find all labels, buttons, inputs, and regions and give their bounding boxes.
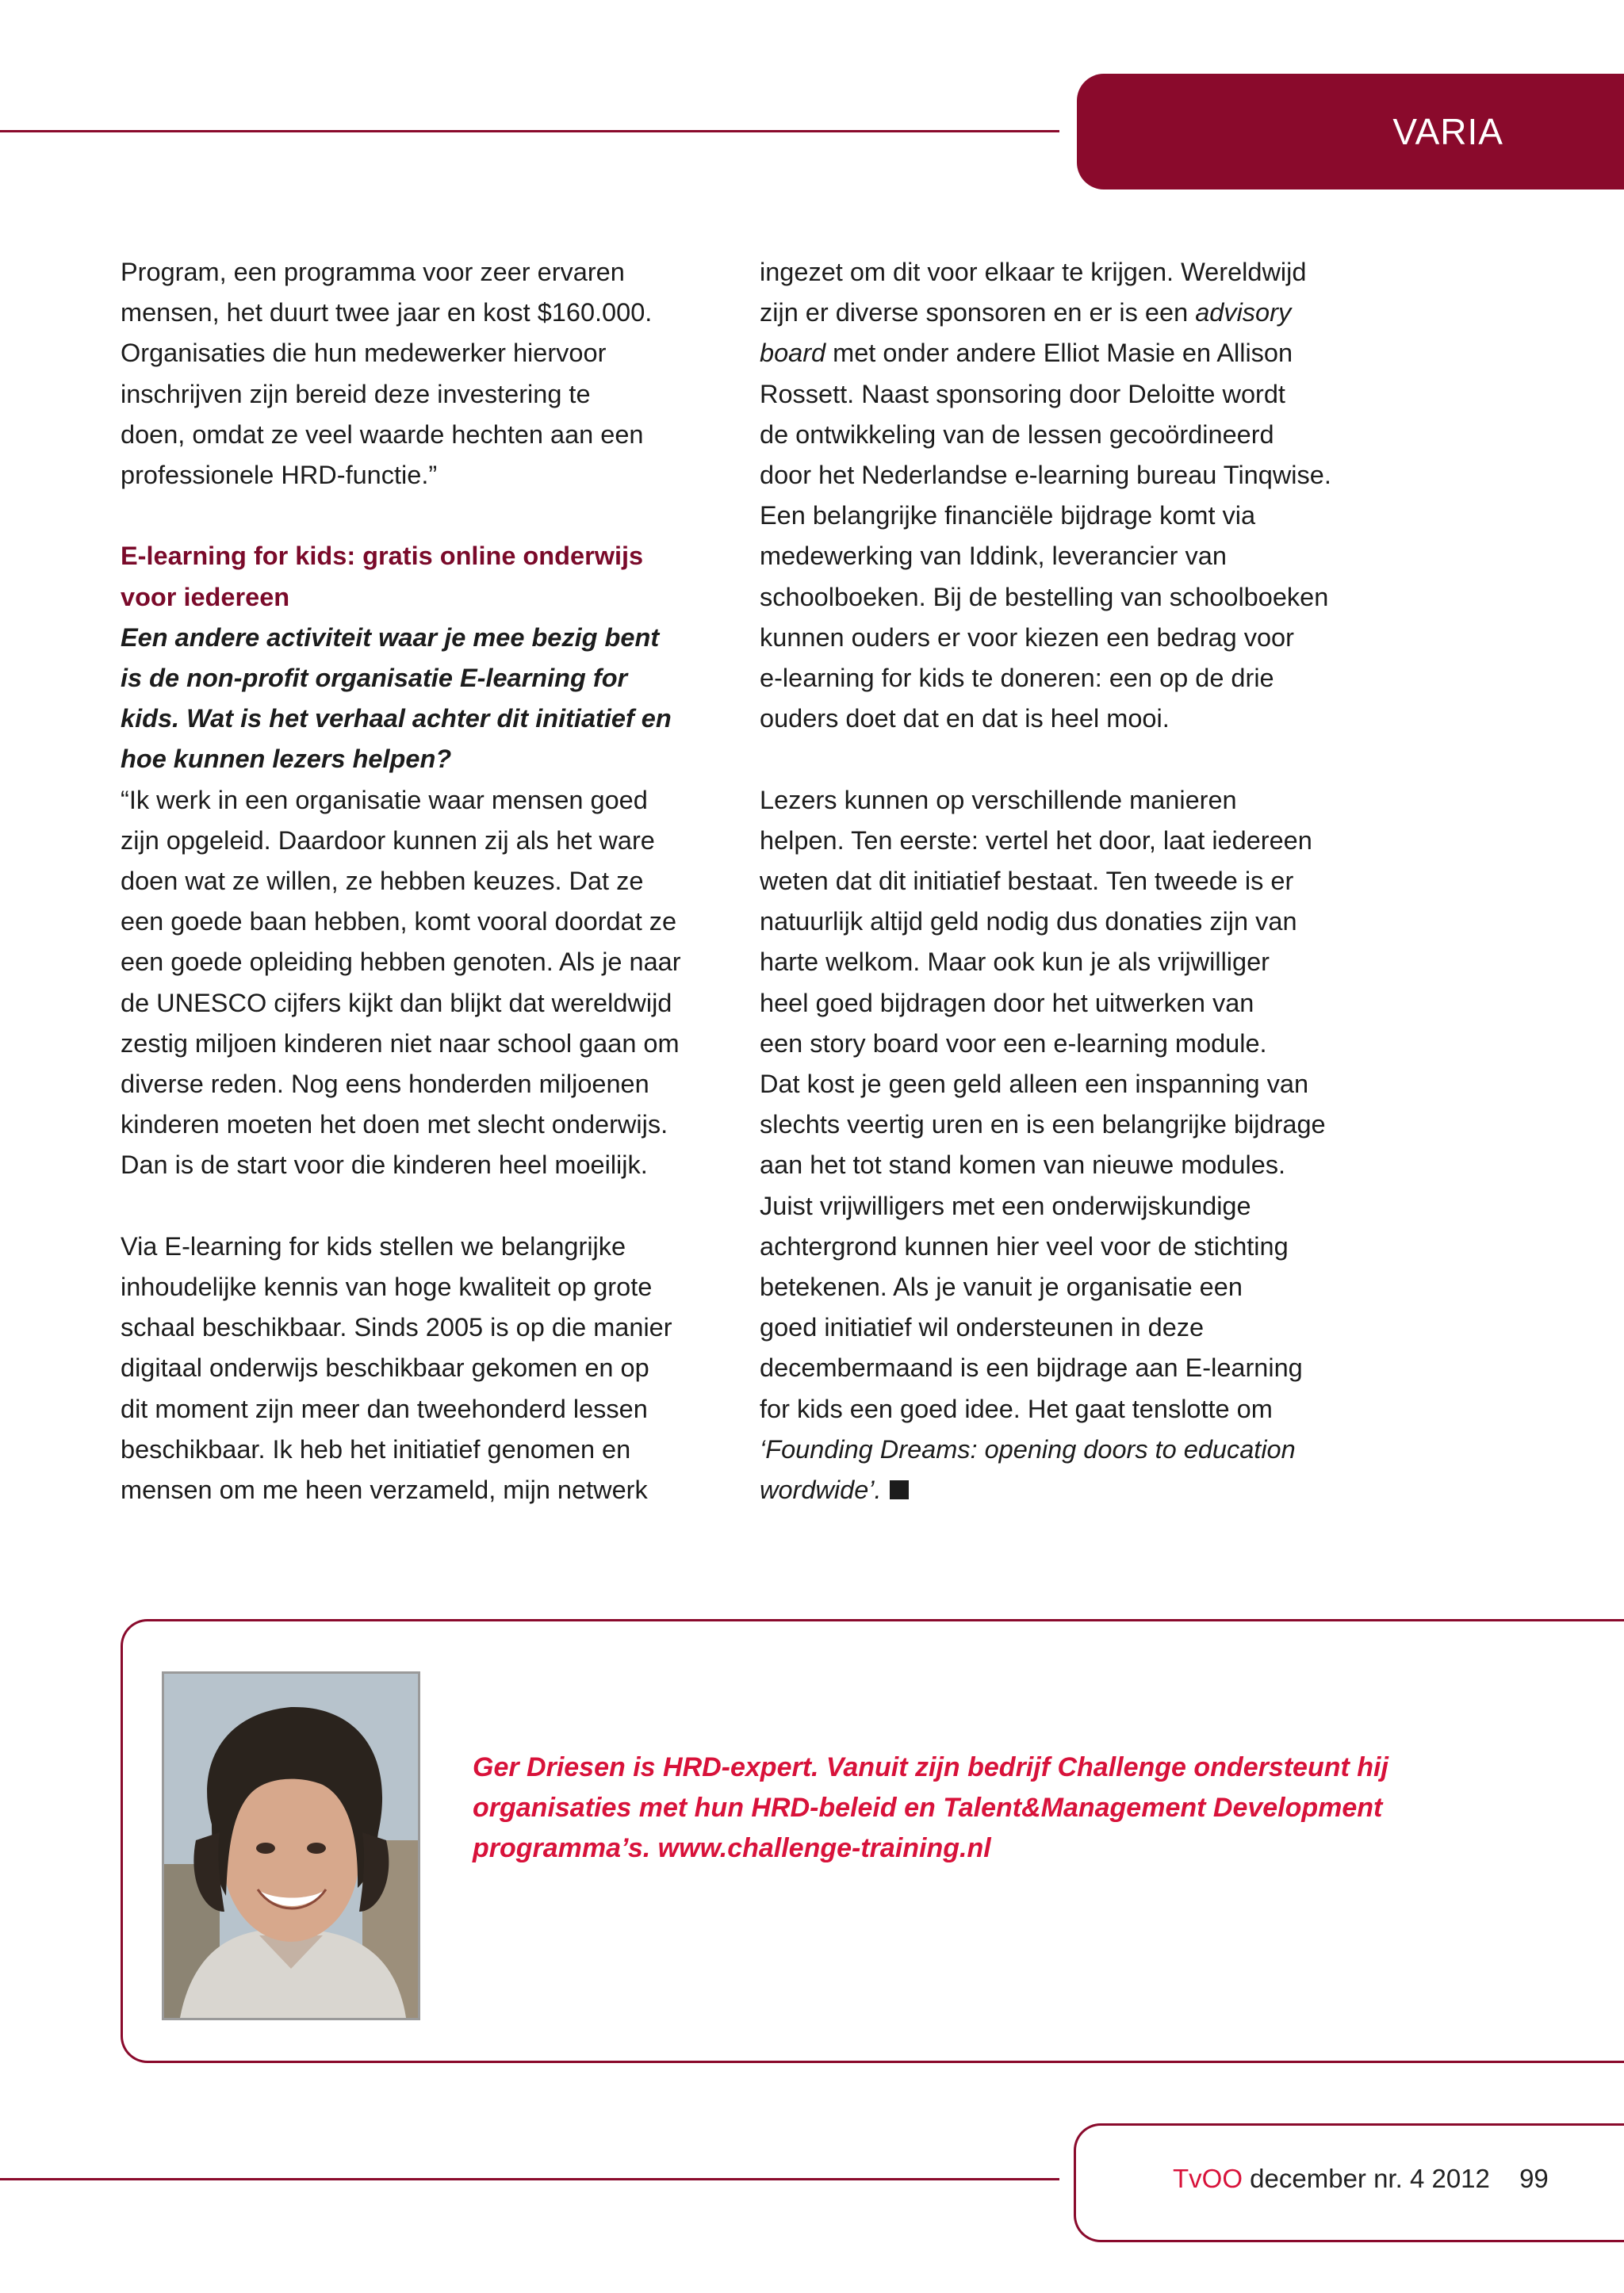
question-line: Een andere activiteit waar je mee bezig bent: [121, 622, 660, 652]
text-line: professionele HRD-functie.”: [121, 461, 438, 490]
subheading-line: E-learning for kids: gratis online onderwijs: [121, 542, 644, 571]
text-line: Rossett. Naast sponsoring door Deloitte wordt: [760, 379, 1285, 408]
text-line: doen, omdat ze veel waarde hechten aan een: [121, 419, 644, 449]
subheading-line: voor iedereen: [121, 582, 290, 611]
body-paragraph: [760, 780, 1386, 1511]
text-line: heel goed bijdragen door het uitwerken van: [760, 988, 1254, 1017]
end-mark-icon: [890, 1480, 909, 1499]
text-line: for kids een goed idee. Het gaat tenslotte om: [760, 1394, 1273, 1423]
footer-text: [1173, 2164, 1549, 2194]
text-span: met onder andere Elliot Masie en Allison: [825, 339, 1293, 368]
article-column-left: [121, 252, 739, 1510]
section-subheading: [121, 536, 739, 617]
text-line: mensen om me heen verzameld, mijn netwerk: [121, 1476, 648, 1505]
text-line: Via E-learning for kids stellen we belangrijke: [121, 1231, 626, 1261]
author-bio-text: [473, 1748, 1503, 1869]
text-line: beschikbaar. Ik heb het initiatief genomen en: [121, 1434, 631, 1464]
text-line: kunnen ouders er voor kiezen een bedrag voor: [760, 622, 1294, 652]
text-line: achtergrond kunnen hier veel voor de stichting: [760, 1231, 1289, 1261]
text-line: de UNESCO cijfers kijkt dan blijkt dat wereldwijd: [121, 988, 672, 1017]
text-line: helpen. Ten eerste: vertel het door, laat iedereen: [760, 825, 1312, 855]
author-photo: [162, 1671, 420, 2020]
paragraph-gap: [121, 496, 739, 536]
text-line: doen wat ze willen, ze hebben keuzes. Dat ze: [121, 867, 644, 896]
text-line: Organisaties die hun medewerker hiervoor: [121, 339, 607, 368]
text-line: mensen, het duurt twee jaar en kost $160.000.: [121, 298, 653, 327]
header-rule: [0, 130, 1059, 132]
question-line: hoe kunnen lezers helpen?: [121, 745, 452, 774]
article-column-right: [760, 252, 1386, 1510]
italic-term: advisory: [1195, 298, 1292, 327]
text-line: [760, 293, 1386, 333]
text-line: ingezet om dit voor elkaar te krijgen. Wereldwijd: [760, 258, 1307, 286]
text-line: Program, een programma voor zeer ervaren: [121, 258, 625, 286]
bio-line: organisaties met hun HRD-beleid en Talent&Management Development: [473, 1793, 1383, 1823]
text-line: inschrijven zijn bereid deze investering te: [121, 379, 591, 408]
text-line: Lezers kunnen op verschillende manieren: [760, 785, 1237, 814]
intro-paragraph: [121, 252, 739, 496]
answer-paragraph: [121, 780, 739, 1186]
text-line: Dan is de start voor die kinderen heel moeilijk.: [121, 1150, 648, 1180]
text-line: medewerking van Iddink, leverancier van: [760, 542, 1227, 571]
text-line: digitaal onderwijs beschikbaar gekomen en op: [121, 1353, 649, 1383]
closing-quote: wordwide’.: [760, 1476, 882, 1505]
italic-term: board: [760, 339, 826, 368]
text-line: betekenen. Als je vanuit je organisatie een: [760, 1273, 1243, 1302]
text-line: decembermaand is een bijdrage aan E-learning: [760, 1353, 1303, 1383]
issue-info: december nr. 4 2012: [1250, 2164, 1490, 2193]
section-tab: [1077, 74, 1624, 189]
bio-line: programma’s. www.challenge-training.nl: [473, 1833, 991, 1863]
text-line: Juist vrijwilligers met een onderwijskundige: [760, 1191, 1251, 1220]
text-line: Dat kost je geen geld alleen een inspanning van: [760, 1070, 1309, 1099]
text-line: zijn opgeleid. Daardoor kunnen zij als het ware: [121, 825, 655, 855]
text-line: [760, 1470, 1386, 1510]
text-line: natuurlijk altijd geld nodig dus donaties zijn van: [760, 907, 1297, 936]
page-number: 99: [1519, 2164, 1549, 2193]
body-paragraph: [760, 252, 1386, 739]
text-line: door het Nederlandse e-learning bureau Tinqwise.: [760, 461, 1331, 490]
text-line: schaal beschikbaar. Sinds 2005 is op die manier: [121, 1313, 672, 1342]
text-line: Een belangrijke financiële bijdrage komt via: [760, 501, 1256, 530]
closing-quote: ‘Founding Dreams: opening doors to education: [760, 1434, 1296, 1464]
text-line: schoolboeken. Bij de bestelling van schoolboeken: [760, 582, 1329, 611]
text-line: een goede opleiding hebben genoten. Als je naar: [121, 947, 681, 977]
text-line: diverse reden. Nog eens honderden miljoenen: [121, 1070, 649, 1099]
text-line: “Ik werk in een organisatie waar mensen goed: [121, 785, 648, 814]
author-portrait-icon: [164, 1674, 418, 2018]
question-line: is de non-profit organisatie E-learning for: [121, 664, 628, 693]
text-line: [760, 333, 1386, 373]
text-line: aan het tot stand komen van nieuwe modules.: [760, 1150, 1286, 1180]
text-line: zestig miljoen kinderen niet naar school gaan om: [121, 1028, 680, 1058]
text-line: e-learning for kids te doneren: een op de drie: [760, 664, 1274, 693]
body-paragraph: [121, 1227, 739, 1510]
text-line: ouders doet dat en dat is heel mooi.: [760, 704, 1170, 733]
paragraph-gap: [121, 1186, 739, 1227]
text-line: inhoudelijke kennis van hoge kwaliteit op grote: [121, 1273, 653, 1302]
magazine-brand: TvOO: [1173, 2164, 1243, 2193]
text-line: een story board voor een e-learning module.: [760, 1028, 1267, 1058]
footer-rule: [0, 2178, 1059, 2180]
text-line: de ontwikkeling van de lessen gecoördineerd: [760, 419, 1274, 449]
text-line: dit moment zijn meer dan tweehonderd lessen: [121, 1394, 648, 1423]
text-line: harte welkom. Maar ook kun je als vrijwilliger: [760, 947, 1270, 977]
text-line: slechts veertig uren en is een belangrijke bijdrage: [760, 1110, 1326, 1139]
interview-question: [121, 618, 739, 780]
footer-tab: [1074, 2123, 1624, 2242]
text-line: kinderen moeten het doen met slecht onderwijs.: [121, 1110, 668, 1139]
text-line: weten dat dit initiatief bestaat. Ten tweede is er: [760, 867, 1294, 896]
section-label: VARIA: [1392, 111, 1503, 152]
question-line: kids. Wat is het verhaal achter dit initiatief en: [121, 704, 672, 733]
text-span: zijn er diverse sponsoren en er is een: [760, 298, 1196, 327]
text-line: goed initiatief wil ondersteunen in deze: [760, 1313, 1205, 1342]
paragraph-gap: [760, 739, 1386, 779]
text-line: [760, 1430, 1386, 1470]
text-line: een goede baan hebben, komt vooral doordat ze: [121, 907, 677, 936]
bio-line: Ger Driesen is HRD-expert. Vanuit zijn bedrijf Challenge ondersteunt hij: [473, 1752, 1388, 1782]
